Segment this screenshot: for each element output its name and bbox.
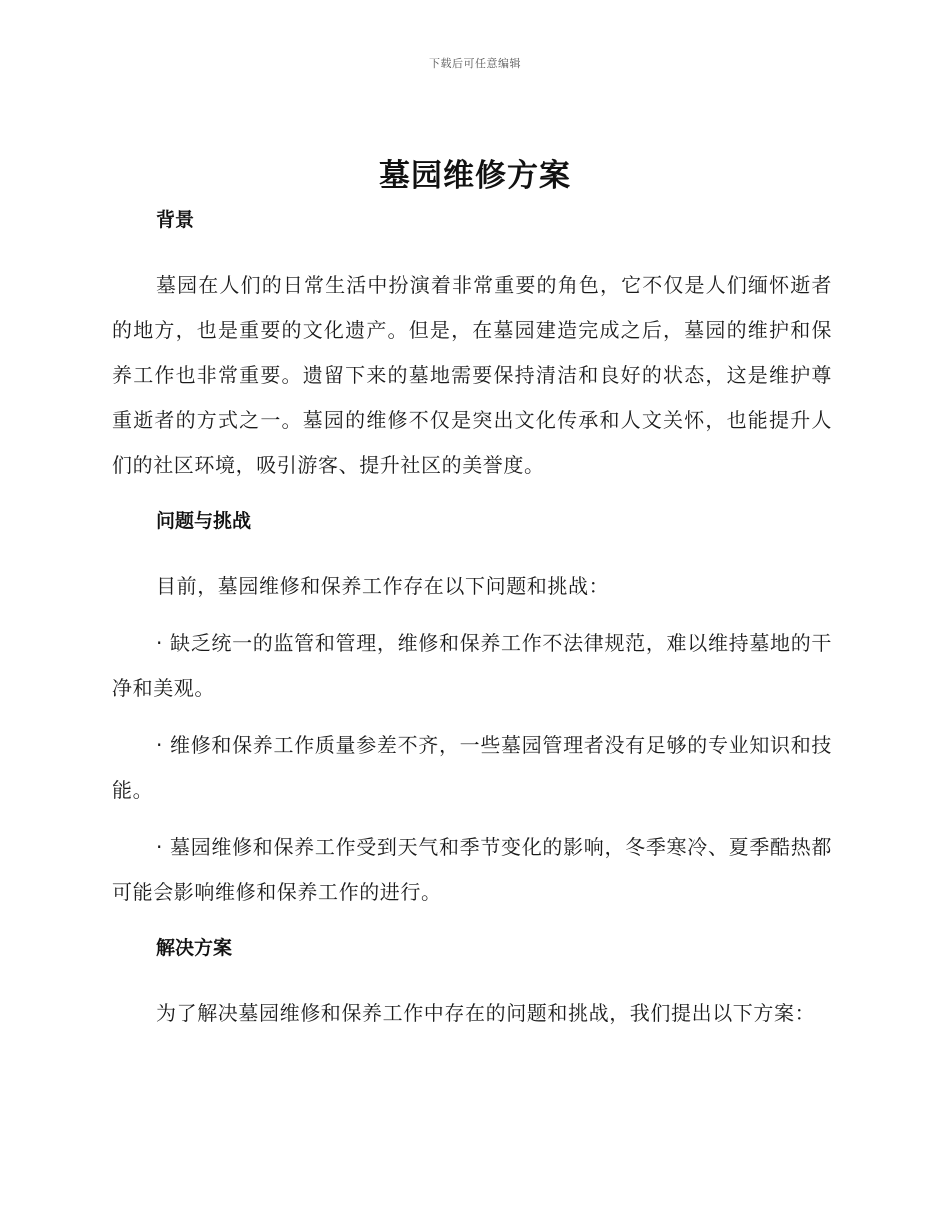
problem-item-1: · 缺乏统一的监管和管理，维修和保养工作不法律规范，难以维持墓地的干净和美观。 bbox=[112, 631, 832, 700]
problem-item-3: · 墓园维修和保养工作受到天气和季节变化的影响，冬季寒冷、夏季酷热都可能会影响维修和保养工作的进行。 bbox=[112, 835, 832, 904]
problems-intro: 目前，墓园维修和保养工作存在以下问题和挑战： bbox=[156, 574, 610, 598]
document-title: 墓园维修方案 bbox=[379, 158, 571, 194]
problem-item-2: · 维修和保养工作质量参差不齐，一些墓园管理者没有足够的专业知识和技能。 bbox=[112, 733, 832, 802]
section-heading-background: 背景 bbox=[156, 209, 195, 231]
background-paragraph: 墓园在人们的日常生活中扮演着非常重要的角色，它不仅是人们缅怀逝者的地方，也是重要的文化遗产。但是，在墓园建造完成之后，墓园的维护和保养工作也非常重要。遗留下来的墓地需要保持清洁和良好的状态，这是维护尊重逝者的方式之一。墓园的维修不仅是突出文化传承和人文关怀，也能提升人们的社区环境，吸引游客、提升社区的美誉度。 bbox=[112, 273, 832, 477]
header-note: 下载后可任意编辑 bbox=[429, 57, 521, 70]
section-heading-solutions: 解决方案 bbox=[156, 937, 233, 959]
section-heading-problems: 问题与挑战 bbox=[156, 510, 252, 532]
document-body bbox=[112, 205, 832, 1036]
solutions-intro: 为了解决墓园维修和保养工作中存在的问题和挑战，我们提出以下方案： bbox=[156, 1001, 816, 1025]
